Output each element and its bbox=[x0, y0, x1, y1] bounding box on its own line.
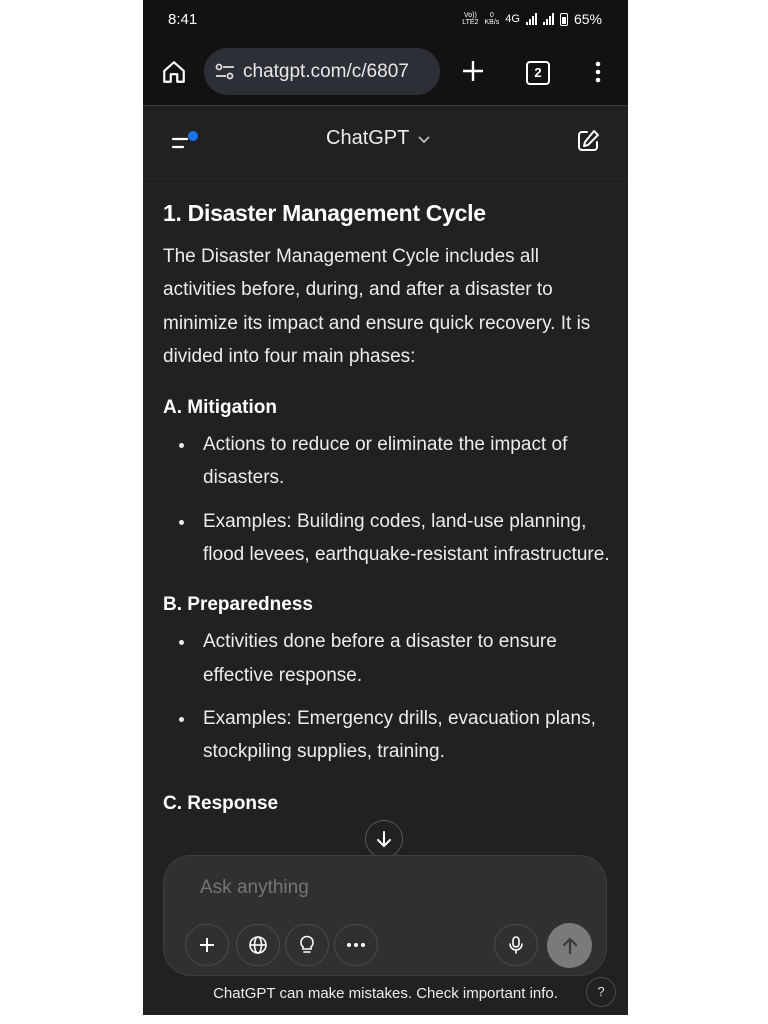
list-item: Examples: Building codes, land-use planning, flood levees, earthquake-resistant infrastructure. bbox=[163, 505, 611, 572]
voice-input-button[interactable] bbox=[494, 924, 538, 966]
globe-icon[interactable] bbox=[248, 935, 268, 955]
intro-paragraph: The Disaster Management Cycle includes all activities before, during, and after a disaster to minimize its impact and ensure quick recovery. It is divided into four main phases: bbox=[163, 246, 591, 367]
network-type: 4G bbox=[505, 13, 520, 25]
address-bar[interactable] bbox=[204, 48, 440, 95]
mic-icon[interactable] bbox=[508, 935, 524, 955]
disclaimer-text: ChatGPT can make mistakes. Check important info. bbox=[213, 985, 558, 1002]
mitigation-list bbox=[163, 428, 611, 571]
browser-toolbar bbox=[143, 38, 628, 106]
sidebar-icon[interactable] bbox=[171, 130, 201, 154]
more-tools-button[interactable] bbox=[334, 924, 378, 966]
prompt-input[interactable] bbox=[198, 876, 502, 900]
attach-button[interactable] bbox=[185, 924, 229, 966]
list-item: Activities done before a disaster to ensure effective response. bbox=[163, 625, 611, 692]
signal-1-icon bbox=[526, 13, 537, 25]
ideas-button[interactable] bbox=[285, 924, 329, 966]
scroll-down-button[interactable] bbox=[365, 820, 403, 858]
chat-header bbox=[143, 106, 628, 179]
arrow-up-icon[interactable] bbox=[561, 937, 579, 955]
plus-icon[interactable] bbox=[461, 59, 485, 83]
status-time: 8:41 bbox=[168, 11, 198, 28]
more-horiz-icon[interactable] bbox=[346, 942, 366, 948]
tab-switcher-button[interactable]: 2 bbox=[526, 61, 550, 85]
section-title-preparedness: B. Preparedness bbox=[163, 594, 313, 616]
battery-level: 65% bbox=[573, 11, 602, 27]
model-name[interactable]: ChatGPT bbox=[326, 127, 410, 149]
status-indicators bbox=[462, 11, 602, 27]
section-title-mitigation: A. Mitigation bbox=[163, 397, 277, 419]
volte-indicator: Vo)) LTE2 bbox=[462, 12, 479, 26]
web-search-button[interactable] bbox=[236, 924, 280, 966]
url-text[interactable]: chatgpt.com/c/6807 bbox=[243, 60, 409, 82]
list-item: Actions to reduce or eliminate the impact of disasters. bbox=[163, 428, 611, 495]
tune-icon[interactable] bbox=[215, 63, 235, 81]
preparedness-list bbox=[163, 625, 611, 768]
new-chat-icon[interactable] bbox=[575, 128, 601, 154]
message-heading: 1. Disaster Management Cycle bbox=[163, 200, 486, 226]
status-bar bbox=[143, 0, 628, 38]
data-speed-indicator: 0 KB/s bbox=[484, 12, 500, 26]
arrow-down-icon[interactable] bbox=[375, 830, 393, 848]
more-vert-icon[interactable] bbox=[588, 60, 608, 84]
composer bbox=[163, 855, 607, 976]
phone-screen bbox=[143, 0, 628, 1015]
model-selector[interactable] bbox=[326, 127, 431, 150]
send-button[interactable] bbox=[547, 923, 592, 968]
home-icon[interactable] bbox=[161, 59, 187, 85]
lightbulb-icon[interactable] bbox=[298, 935, 316, 955]
battery-icon bbox=[560, 13, 568, 26]
section-title-response: C. Response bbox=[163, 792, 279, 814]
list-item: Examples: Emergency drills, evacuation plans, stockpiling supplies, training. bbox=[163, 702, 611, 769]
signal-2-icon bbox=[543, 13, 554, 25]
assistant-message bbox=[163, 190, 611, 815]
help-button[interactable]: ? bbox=[586, 977, 616, 1007]
plus-icon[interactable] bbox=[198, 936, 216, 954]
chevron-down-icon[interactable] bbox=[417, 134, 431, 144]
